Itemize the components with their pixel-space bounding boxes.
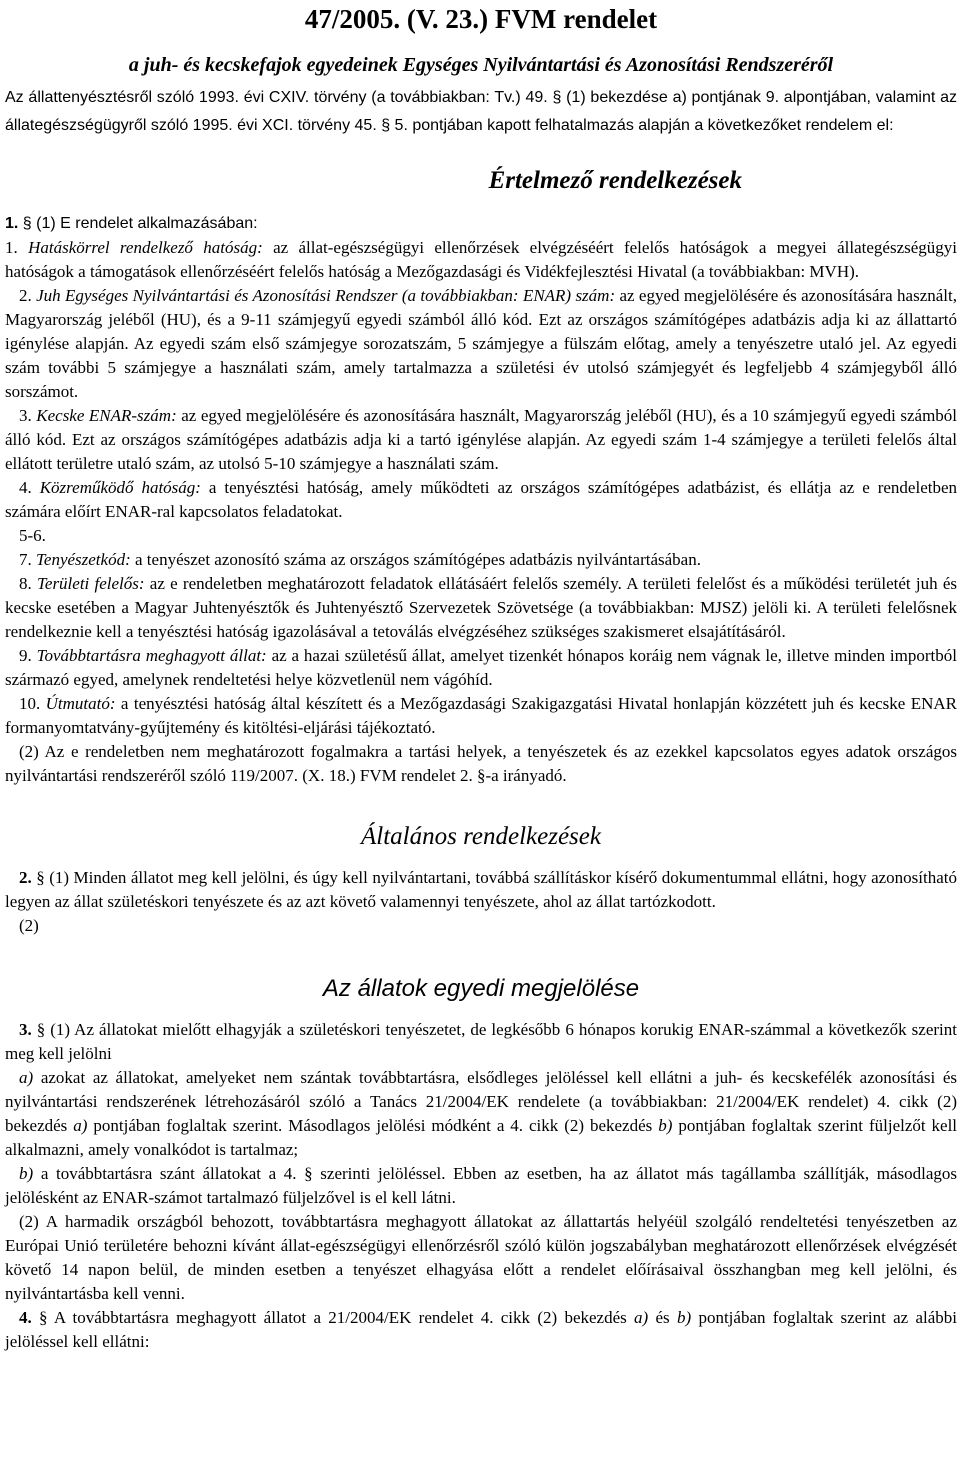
definition-term: Tenyészetkód: [36, 550, 131, 569]
point-text: a továbbtartásra szánt állatokat a 4. § szerinti jelöléssel. Ebben az esetben, ha az állatot más tagállamba szállítják, másodlagos jelölésként az ENAR-számot tartalmazó füljelzővel is el kell látni. [5, 1164, 957, 1207]
definition-number: 1. [5, 238, 18, 257]
definition-text: az a hazai születésű állat, amelyet tizenkét hónapos koráig nem vágnak le, illetve minden importból származó egyed, amelynek rendeltetési helye közvetlenül nem vágóhíd. [5, 646, 957, 689]
definition-number: 4. [19, 478, 32, 497]
section-number: 2. [19, 868, 32, 887]
definition-term: Hatáskörrel rendelkező hatóság: [28, 238, 263, 257]
definition-5-6: 5-6. [19, 526, 46, 545]
definition-number: 7. [19, 550, 32, 569]
heading-altalanos: Általános rendelkezések [361, 823, 601, 850]
point-ref: a) [634, 1308, 649, 1327]
definition-text: az állat-egészségügyi ellenőrzések elvégzéséért felelős hatóságok a megyei állategészségügyi hatóságok a támogatások ellenőrzéséért felelős hatóság a Mezőgazdasági és Vidékfejlesztési Hivatal (a továbbiakban: MVH). [5, 238, 957, 281]
definition-4 [5, 476, 957, 524]
definition-term: Közreműködő hatóság: [39, 478, 201, 497]
definition-text: a tenyésztési hatóság által készített és a Mezőgazdasági Szakigazgatási Hivatal honlapján közzétett juh és kecske ENAR formanyomtatvány-gyűjtemény és kitöltési-eljárási tájékoztató. [5, 694, 958, 737]
definition-number: 9. [19, 646, 32, 665]
section-number: 1. [5, 215, 19, 232]
section-2-paragraph-2: (2) [19, 916, 39, 935]
section-number: 3. [19, 1020, 32, 1039]
definition-2 [5, 284, 957, 404]
section-1-lead [5, 212, 957, 236]
point-text: pontjában foglaltak szerint. Másodlagos jelölési módként a 4. cikk (2) bekezdés [93, 1116, 653, 1135]
point-text: azokat az állatokat, amelyeket nem szántak továbbtartásra, elsődleges jelöléssel kell ellátni a juh- és kecskefélék azonosítási és nyilvántartási rendszerének létrehozásáról szóló a Tanács 21/2004/EK rendelete (a továbbiakban: 21/2004/EK rendelet) 4. cikk (2) bekezdés [5, 1068, 957, 1135]
section-text: pontjában foglaltak szerint az alábbi jelöléssel kell ellátni: [5, 1308, 958, 1351]
definition-8 [5, 572, 957, 644]
document-subtitle: a juh- és kecskefajok egyedeinek Egységes Nyilvántartási és Azonosítási Rendszeréről [128, 54, 834, 76]
definition-10 [5, 692, 957, 740]
section-3-point-a [5, 1066, 957, 1162]
point-label: a) [19, 1068, 34, 1087]
definition-number: 10. [19, 694, 41, 713]
section-4-paragraph-1 [5, 1306, 957, 1354]
definition-text: az egyed megjelölésére és azonosítására használt, Magyarország jeléből (HU), és a 10 számjegyű egyedi számból álló kód. Ezt az országos számítógépes adatbázis adja ki a tartó igénylése alapján. Az egyedi szám 1-4 számjegye a területi felelős által ellátott területre utaló szám, az utolsó 5-10 számjegye a használati szám. [5, 406, 958, 473]
definition-7 [5, 548, 957, 572]
definition-term: Juh Egységes Nyilvántartási és Azonosítási Rendszer (a továbbiakban: ENAR) szám: [36, 286, 616, 305]
definition-text: a tenyésztési hatóság, amely működteti az országos számítógépes adatbázist, és ellátja az e rendeletben számára előírt ENAR-ral kapcsolatos feladatokat. [5, 478, 958, 521]
section-3-paragraph-2: (2) A harmadik országból behozott, továbbtartásra meghagyott állatokat az állattartás helyéül szolgáló rendeltetési tenyészetben az Európai Unió területére behozni kívánt állat-egészségügyi ellenőrzésről szóló külön jogszabályban meghatározott ellenőrzések elvégzését követő 14 napon belül, de minden esetben a tenyészet elhagyása előtt a rendelet előírásaival összhangban meg kell jelölni, és nyilvántartásba kell venni. [5, 1212, 957, 1303]
section-text: és [655, 1308, 670, 1327]
definition-number: 3. [19, 406, 32, 425]
document-title: 47/2005. (V. 23.) FVM rendelet [304, 4, 658, 34]
point-ref: b) [676, 1308, 692, 1327]
definition-term: Kecske ENAR-szám: [36, 406, 177, 425]
definition-text: az e rendeletben meghatározott feladatok ellátásáért felelős személy. A területi felelőst és a működési területét juh és kecske esetében a Magyar Juhtenyésztők és Juhtenyésztő Szervezetek Szövetsége (a továbbiakban: MJSZ) jelöli ki. A területi felelősnek rendelkeznie kell a tenyésztési hatóság igazolásával a tetoválás elvégzéséhez szükséges szakismeret elsajátításáról. [5, 574, 958, 641]
definition-term: Útmutató: [45, 694, 116, 713]
definition-text: az egyed megjelölésére és azonosítására használt, Magyarország jeléből (HU), és a 9-11 számjegyű egyedi számból álló kód. Ezt az országos számítógépes adatbázis adja ki az állattartó igénylése alapján. Az egyedi szám első számjegye sorozatszám, 5 számjegye a fülszám előtag, amely a tenyészetre utaló jel. Az egyedi szám további 5 számjegye a használati szám, amely tartalmazza a születési év utolsó számjegyét és legfeljebb 4 számjegyből álló sorszámot. [5, 286, 958, 401]
section-text: § A továbbtartásra meghagyott állatot a 21/2004/EK rendelet 4. cikk (2) bekezdés [39, 1308, 627, 1327]
section-text: § (1) E rendelet alkalmazásában: [22, 215, 258, 232]
section-1-paragraph-2: (2) Az e rendeletben nem meghatározott fogalmakra a tartási helyek, a tenyészetek és az ezekkel kapcsolatos egyes adatok országos nyilvántartási rendszeréről szóló 119/2007. (X. 18.) FVM rendelet 2. §-a irányadó. [5, 742, 957, 785]
definition-number: 8. [19, 574, 32, 593]
section-3-paragraph-1 [5, 1018, 957, 1066]
section-2-paragraph-1 [5, 866, 957, 914]
point-ref: a) [73, 1116, 88, 1135]
section-number: 4. [19, 1308, 32, 1327]
section-text: § (1) Az állatokat mielőtt elhagyják a születéskori tenyészetet, de legkésőbb 6 hónapos korukig ENAR-számmal a következők szerint meg kell jelölni [5, 1020, 957, 1063]
definition-term: Területi felelős: [37, 574, 145, 593]
definition-3 [5, 404, 957, 476]
point-text: pontjában foglaltak szerint füljelzőt kell alkalmazni, amely vonalkódot is tartalmaz; [5, 1116, 958, 1159]
heading-ertelmezo: Értelmező rendelkezések [488, 167, 742, 194]
preamble: Az állattenyésztésről szóló 1993. évi CXIV. törvény (a továbbiakban: Tv.) 49. § (1) bekezdése a) pontjának 9. alpontjában, valamint az állategészségügyről szóló 1995. évi XCI. törvény 45. § 5. pontjában kapott felhatalmazás alapján a következőket rendelem el: [5, 89, 957, 134]
heading-egyedi-megjeloles: Az állatok egyedi megjelölése [322, 975, 640, 1002]
definition-term: Továbbtartásra meghagyott állat: [36, 646, 267, 665]
point-ref: b) [658, 1116, 673, 1135]
definition-text: a tenyészet azonosító száma az országos számítógépes adatbázis nyilvántartásában. [135, 550, 701, 569]
section-text: § (1) Minden állatot meg kell jelölni, és úgy kell nyilvántartani, továbbá szállításkor kísérő dokumentummal ellátni, hogy azonosítható legyen az állat születéskori tenyészete és az azt követő valamennyi tenyészete, ahol az állat tartózkodott. [5, 868, 957, 911]
definition-1 [5, 236, 957, 284]
point-label: b) [19, 1164, 34, 1183]
definition-number: 2. [19, 286, 32, 305]
section-3-point-b [5, 1162, 957, 1210]
definition-9 [5, 644, 957, 692]
